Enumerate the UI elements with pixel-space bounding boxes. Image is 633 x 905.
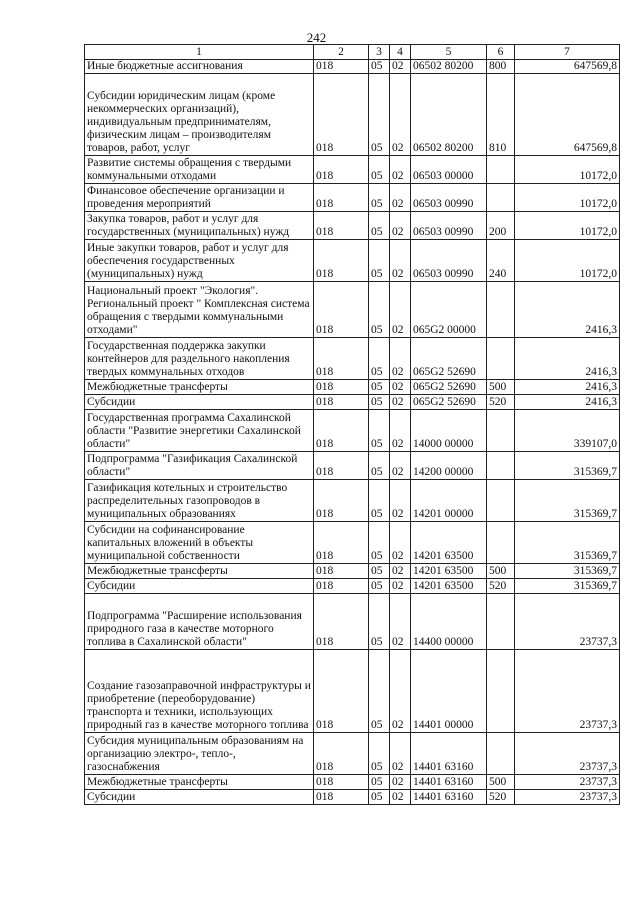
row-subsection: 02 [390,452,411,480]
row-subsection: 02 [390,338,411,380]
row-section: 05 [369,790,390,805]
row-target-item: 065G2 52690 [411,338,487,380]
table-row [85,282,620,338]
row-section: 05 [369,522,390,564]
row-subsection: 02 [390,480,411,522]
row-department: 018 [314,212,369,240]
row-department: 018 [314,60,369,74]
header-col-4: 4 [390,45,411,60]
row-target-item: 14400 00000 [411,594,487,650]
row-department: 018 [314,184,369,212]
row-name: Субсидии [85,395,314,410]
row-expense-type: 200 [487,212,515,240]
row-subsection: 02 [390,564,411,579]
row-subsection: 02 [390,395,411,410]
row-amount: 10172,0 [515,212,620,240]
row-name: Подпрограмма "Расширение использования природного газа в качестве моторного топлива в Сахалинской области" [85,594,314,650]
table-row [85,594,620,650]
table-row [85,522,620,564]
row-expense-type [487,480,515,522]
row-name: Национальный проект "Экология". Региональный проект " Комплексная система обращения с твердыми коммунальными отходами" [85,282,314,338]
row-amount: 315369,7 [515,480,620,522]
row-target-item: 14401 63160 [411,775,487,790]
row-name: Подпрограмма "Газификация Сахалинской области" [85,452,314,480]
row-section: 05 [369,380,390,395]
row-section: 05 [369,240,390,282]
row-target-item: 14000 00000 [411,410,487,452]
row-section: 05 [369,564,390,579]
row-department: 018 [314,74,369,156]
row-amount: 10172,0 [515,156,620,184]
row-amount: 23737,3 [515,650,620,733]
row-expense-type [487,522,515,564]
header-col-1: 1 [85,45,314,60]
row-section: 05 [369,594,390,650]
row-subsection: 02 [390,775,411,790]
header-row [85,45,620,60]
row-section: 05 [369,282,390,338]
header-col-6: 6 [487,45,515,60]
row-section: 05 [369,410,390,452]
row-subsection: 02 [390,282,411,338]
row-section: 05 [369,74,390,156]
row-target-item: 14401 63160 [411,790,487,805]
row-target-item: 14201 63500 [411,522,487,564]
row-subsection: 02 [390,410,411,452]
row-expense-type [487,650,515,733]
row-section: 05 [369,212,390,240]
row-name: Газификация котельных и строительство распределительных газопроводов в муниципальных образованиях [85,480,314,522]
row-amount: 23737,3 [515,733,620,775]
row-department: 018 [314,410,369,452]
table-row [85,733,620,775]
row-target-item: 06503 00990 [411,212,487,240]
row-name: Государственная программа Сахалинской области "Развитие энергетики Сахалинской области" [85,410,314,452]
table-row [85,380,620,395]
row-subsection: 02 [390,522,411,564]
table-row [85,184,620,212]
row-section: 05 [369,156,390,184]
row-name: Государственная поддержка закупки контейнеров для раздельного накопления твердых коммунальных отходов [85,338,314,380]
table-row [85,410,620,452]
row-section: 05 [369,775,390,790]
row-name: Межбюджетные трансферты [85,564,314,579]
row-expense-type [487,410,515,452]
table-row [85,338,620,380]
row-expense-type: 520 [487,579,515,594]
row-target-item: 06503 00990 [411,240,487,282]
row-department: 018 [314,240,369,282]
row-amount: 2416,3 [515,282,620,338]
header-col-3: 3 [369,45,390,60]
row-subsection: 02 [390,212,411,240]
row-target-item: 065G2 52690 [411,380,487,395]
row-section: 05 [369,579,390,594]
row-amount: 23737,3 [515,790,620,805]
row-department: 018 [314,480,369,522]
row-name: Иные бюджетные ассигнования [85,60,314,74]
row-department: 018 [314,594,369,650]
row-expense-type: 810 [487,74,515,156]
row-name: Субсидии [85,579,314,594]
row-target-item: 14201 63500 [411,579,487,594]
table-row [85,775,620,790]
row-amount: 10172,0 [515,184,620,212]
row-subsection: 02 [390,733,411,775]
row-name: Субсидия муниципальным образованиям на организацию электро-, тепло-, газоснабжения [85,733,314,775]
row-department: 018 [314,452,369,480]
row-expense-type: 500 [487,564,515,579]
row-expense-type [487,452,515,480]
row-target-item: 14200 00000 [411,452,487,480]
row-expense-type: 520 [487,790,515,805]
row-amount: 10172,0 [515,240,620,282]
row-name: Межбюджетные трансферты [85,380,314,395]
row-subsection: 02 [390,594,411,650]
row-section: 05 [369,480,390,522]
row-amount: 2416,3 [515,338,620,380]
row-department: 018 [314,395,369,410]
row-department: 018 [314,338,369,380]
row-target-item: 14401 63160 [411,733,487,775]
table-row [85,650,620,733]
row-target-item: 06502 80200 [411,60,487,74]
row-amount: 647569,8 [515,74,620,156]
table-row [85,212,620,240]
row-name: Межбюджетные трансферты [85,775,314,790]
table-row [85,240,620,282]
row-section: 05 [369,338,390,380]
row-name: Иные закупки товаров, работ и услуг для обеспечения государственных (муниципальных) нужд [85,240,314,282]
row-subsection: 02 [390,790,411,805]
header-col-5: 5 [411,45,487,60]
row-department: 018 [314,282,369,338]
table-row [85,579,620,594]
table-row [85,452,620,480]
row-target-item: 06503 00990 [411,184,487,212]
row-expense-type: 800 [487,60,515,74]
row-amount: 647569,8 [515,60,620,74]
page-number: 242 [306,30,327,45]
table-row [85,156,620,184]
row-name: Субсидии на софинансирование капитальных вложений в объекты муниципальной собственности [85,522,314,564]
row-name: Создание газозаправочной инфраструктуры и приобретение (переоборудование) транспорта и техники, использующих природный газ в качестве моторного топлива [85,650,314,733]
row-expense-type: 500 [487,380,515,395]
row-section: 05 [369,184,390,212]
row-subsection: 02 [390,184,411,212]
row-target-item: 065G2 52690 [411,395,487,410]
budget-table [84,44,620,805]
table-row [85,480,620,522]
row-subsection: 02 [390,74,411,156]
row-amount: 315369,7 [515,579,620,594]
row-amount: 315369,7 [515,522,620,564]
row-target-item: 065G2 00000 [411,282,487,338]
row-expense-type: 500 [487,775,515,790]
table-row [85,790,620,805]
row-department: 018 [314,775,369,790]
row-expense-type [487,338,515,380]
row-subsection: 02 [390,579,411,594]
row-subsection: 02 [390,156,411,184]
row-department: 018 [314,790,369,805]
row-target-item: 14401 00000 [411,650,487,733]
row-amount: 315369,7 [515,564,620,579]
table-row [85,564,620,579]
row-amount: 23737,3 [515,594,620,650]
row-expense-type [487,733,515,775]
row-section: 05 [369,60,390,74]
row-amount: 315369,7 [515,452,620,480]
header-col-7: 7 [515,45,620,60]
row-subsection: 02 [390,380,411,395]
row-department: 018 [314,522,369,564]
row-section: 05 [369,395,390,410]
table-row [85,395,620,410]
row-department: 018 [314,579,369,594]
row-name: Субсидии [85,790,314,805]
row-section: 05 [369,733,390,775]
row-target-item: 06503 00000 [411,156,487,184]
row-section: 05 [369,650,390,733]
row-subsection: 02 [390,240,411,282]
row-expense-type [487,282,515,338]
row-name: Финансовое обеспечение организации и проведения мероприятий [85,184,314,212]
row-amount: 2416,3 [515,380,620,395]
row-expense-type [487,156,515,184]
row-department: 018 [314,380,369,395]
row-expense-type: 240 [487,240,515,282]
row-amount: 2416,3 [515,395,620,410]
row-subsection: 02 [390,60,411,74]
row-target-item: 14201 63500 [411,564,487,579]
row-name: Субсидии юридическим лицам (кроме некоммерческих организаций), индивидуальным предпринимателям, физическим лицам – производителям товаров, работ, услуг [85,74,314,156]
row-target-item: 06502 80200 [411,74,487,156]
row-subsection: 02 [390,650,411,733]
row-department: 018 [314,564,369,579]
row-expense-type [487,594,515,650]
row-department: 018 [314,156,369,184]
row-target-item: 14201 00000 [411,480,487,522]
row-amount: 339107,0 [515,410,620,452]
table-row [85,74,620,156]
row-name: Закупка товаров, работ и услуг для государственных (муниципальных) нужд [85,212,314,240]
row-section: 05 [369,452,390,480]
table-row [85,60,620,74]
row-expense-type [487,184,515,212]
row-department: 018 [314,650,369,733]
header-col-2: 2 [314,45,369,60]
row-amount: 23737,3 [515,775,620,790]
row-name: Развитие системы обращения с твердыми коммунальными отходами [85,156,314,184]
row-department: 018 [314,733,369,775]
row-expense-type: 520 [487,395,515,410]
